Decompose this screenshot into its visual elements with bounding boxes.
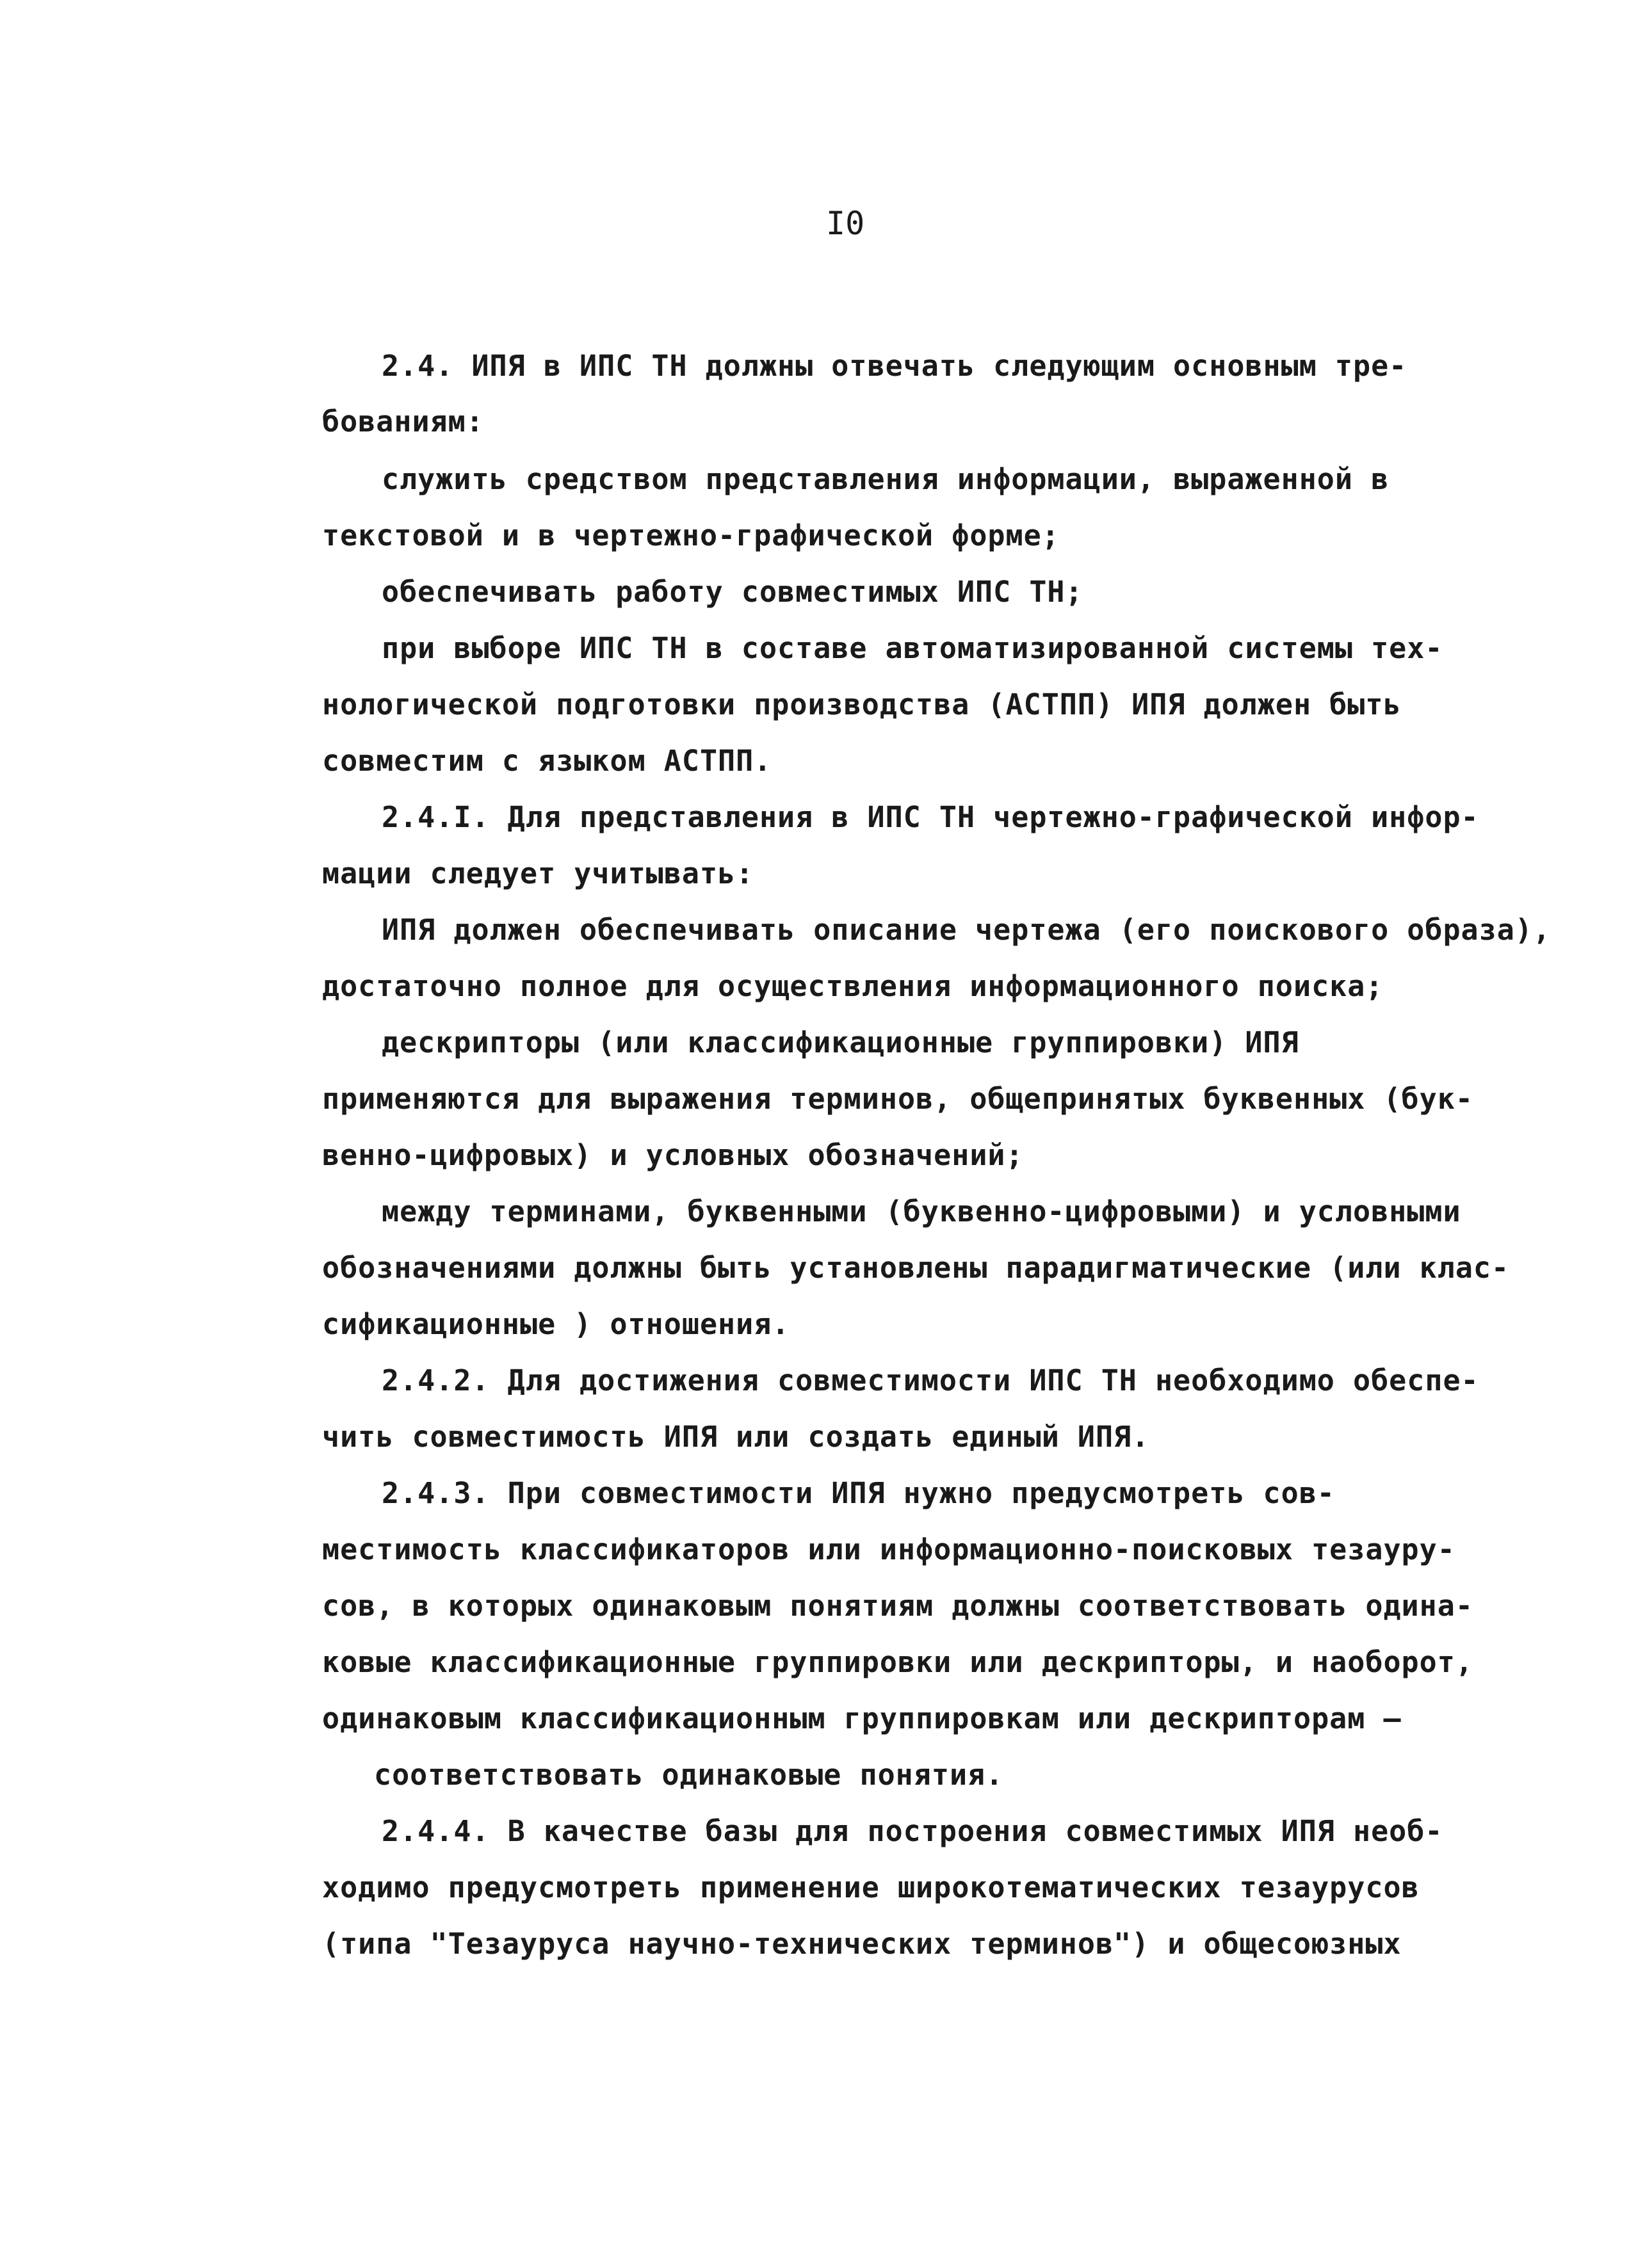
text-line: применяются для выражения терминов, общепринятых буквенных (бук-	[322, 1082, 1473, 1116]
text-line: соответствовать одинаковые понятия.	[374, 1758, 1004, 1792]
text-line: обозначениями должны быть установлены парадигматические (или клас-	[322, 1251, 1510, 1285]
text-line: 2.4. ИПЯ в ИПС ТН должны отвечать следующим основным тре-	[382, 349, 1407, 383]
text-line: сов, в которых одинаковым понятиям должны соответствовать одина-	[322, 1589, 1473, 1623]
page-number: I0	[826, 205, 865, 242]
text-line: при выборе ИПС ТН в составе автоматизированной системы тех-	[382, 631, 1443, 665]
text-line: 2.4.4. В качестве базы для построения совместимых ИПЯ необ-	[382, 1814, 1443, 1848]
text-line: между терминами, буквенными (буквенно-цифровыми) и условными	[382, 1194, 1461, 1228]
text-line: текстовой и в чертежно-графической форме;	[322, 519, 1060, 552]
text-line: нологической подготовки производства (АСТПП) ИПЯ должен быть	[322, 688, 1402, 721]
text-line: ходимо предусмотреть применение широкотематических тезаурусов	[322, 1870, 1420, 1904]
text-line: венно-цифровых) и условных обозначений;	[322, 1138, 1024, 1172]
text-line: сификационные ) отношения.	[322, 1307, 790, 1341]
text-line: чить совместимость ИПЯ или создать единый ИПЯ.	[322, 1420, 1150, 1454]
text-line: (типа "Тезауруса научно-технических терминов") и общесоюзных	[322, 1927, 1402, 1961]
text-line: ИПЯ должен обеспечивать описание чертежа (его поискового образа),	[382, 913, 1551, 947]
text-line: 2.4.I. Для представления в ИПС ТН чертежно-графической инфор-	[382, 800, 1479, 834]
text-line: служить средством представления информации, выраженной в	[382, 462, 1390, 496]
text-line: дескрипторы (или классификационные группировки) ИПЯ	[382, 1025, 1299, 1059]
text-line: 2.4.2. Для достижения совместимости ИПС ТН необходимо обеспе-	[382, 1363, 1479, 1397]
text-line: достаточно полное для осуществления информационного поиска;	[322, 969, 1384, 1003]
text-line: ковые классификационные группировки или дескрипторы, и наоборот,	[322, 1645, 1473, 1679]
text-line: мации следует учитывать:	[322, 857, 754, 890]
text-line: бованиям:	[322, 405, 484, 438]
text-line: местимость классификаторов или информационно-поисковых тезауру-	[322, 1532, 1455, 1566]
text-line: совместим с языком АСТПП.	[322, 744, 772, 778]
text-line: одинаковым классификационным группировкам или дескрипторам –	[322, 1701, 1402, 1735]
text-line: обеспечивать работу совместимых ИПС ТН;	[382, 575, 1083, 609]
text-line: 2.4.3. При совместимости ИПЯ нужно предусмотреть сов-	[382, 1476, 1335, 1510]
